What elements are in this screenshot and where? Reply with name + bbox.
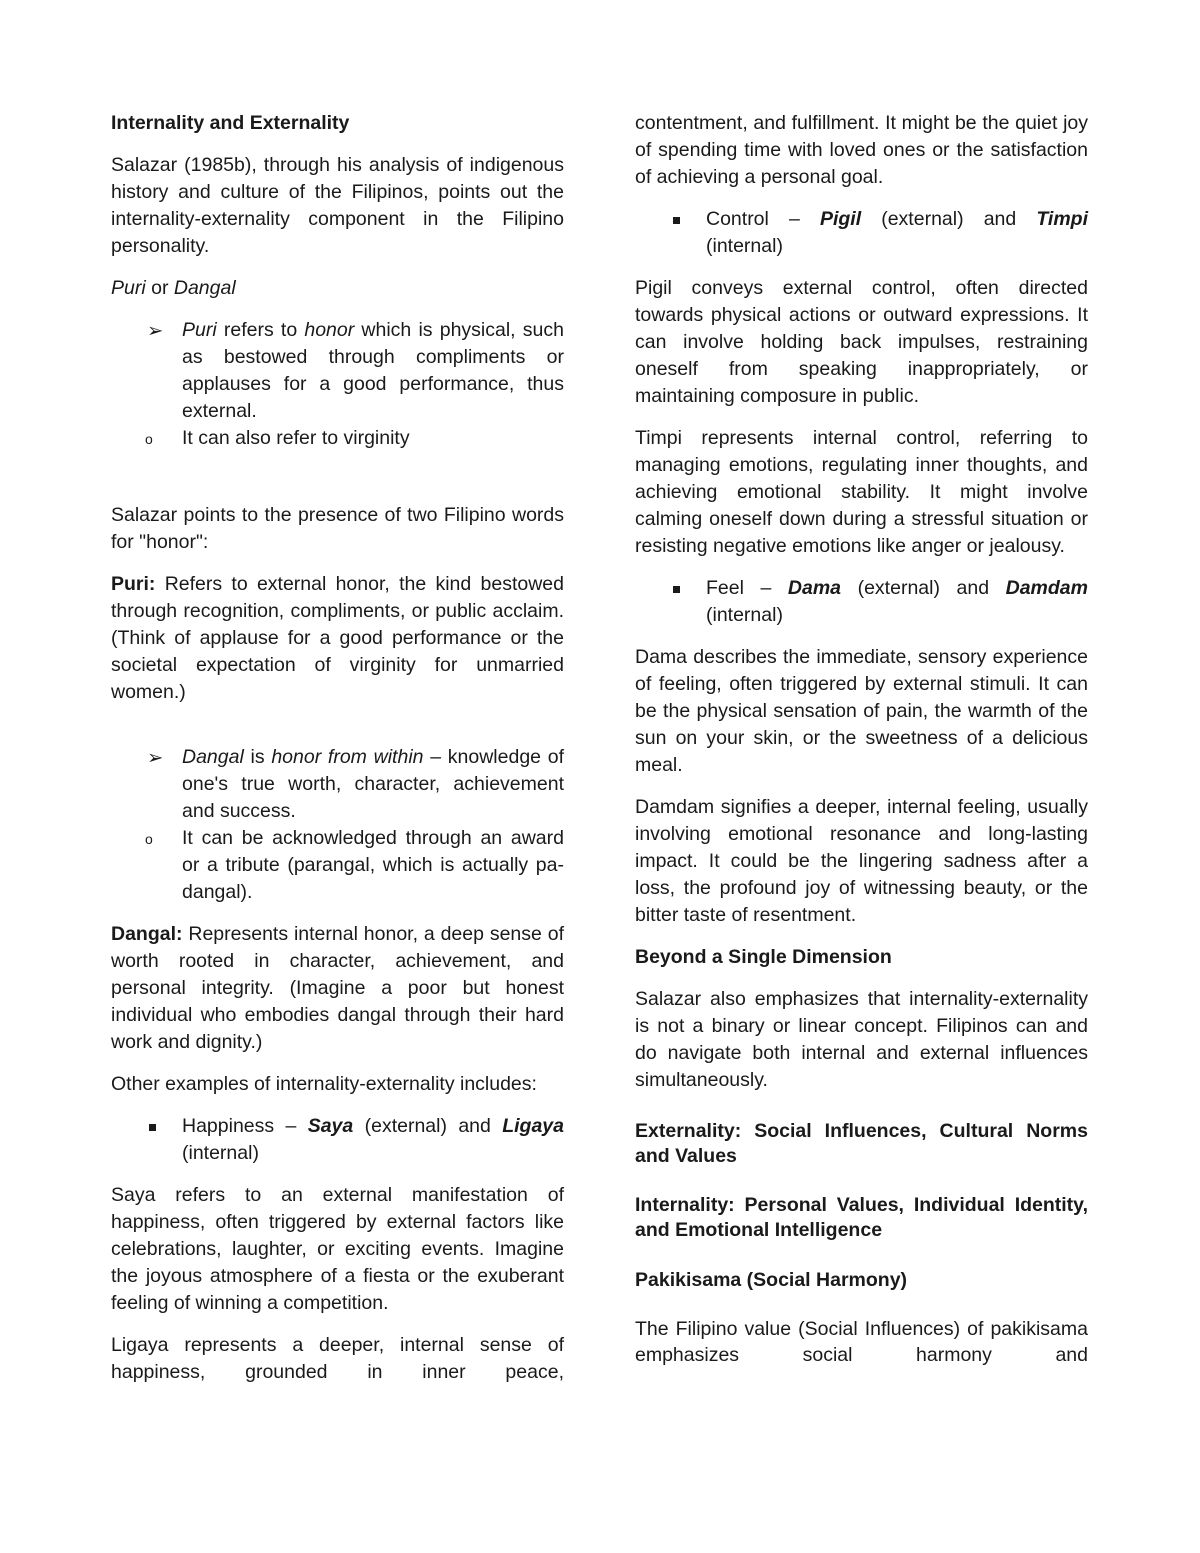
bullet-happiness: Happiness – Saya (external) and Ligaya (internal): [111, 1113, 564, 1167]
intro-paragraph: Salazar (1985b), through his analysis of indigenous history and culture of the Filipinos, points out the internality-externality component in the Filipino personality.: [111, 154, 564, 257]
dama-paragraph: Dama describes the immediate, sensory experience of feeling, often triggered by external stimuli. It can be the physical sensation of pain, the warmth of the sun on your skin, or the sweetness of a delicious meal.: [635, 646, 1088, 776]
square-bullet-icon: [149, 1124, 156, 1131]
damdam-paragraph: Damdam signifies a deeper, internal feeling, usually involving emotional resonance and long-lasting impact. It could be the lingering sadness after a loss, the profound joy of witnessing beauty, or the bitter taste of resentment.: [635, 796, 1088, 926]
section-heading: Internality and Externality: [111, 112, 350, 134]
saya-paragraph: Saya refers to an external manifestation of happiness, often triggered by external factors like celebrations, laughter, or exciting events. Imagine the joyous atmosphere of a fiesta or the exuberant feeling of winning a competition.: [111, 1184, 564, 1314]
beyond-heading: Beyond a Single Dimension: [635, 946, 892, 968]
arrow-bullet-icon: ➢: [147, 320, 164, 342]
bullet-feel: Feel – Dama (external) and Damdam (internal): [635, 575, 1088, 629]
pakikisama-heading: Pakikisama (Social Harmony): [635, 1269, 908, 1291]
arrow-bullet-icon: ➢: [147, 747, 164, 769]
pigil-paragraph: Pigil conveys external control, often directed towards physical actions or outward expressions. It can involve holding back impulses, restraining oneself from speaking inappropriately, or maintaining composure in public.: [635, 277, 1088, 407]
left-column: [111, 110, 564, 1401]
two-words-paragraph: Salazar points to the presence of two Filipino words for "honor":: [111, 504, 564, 553]
ligaya-continued-paragraph: contentment, and fulfillment. It might be the quiet joy of spending time with loved ones or the satisfaction of achieving a personal goal.: [635, 112, 1088, 188]
pakikisama-paragraph: The Filipino value (Social Influences) of pakikisama emphasizes social harmony and: [635, 1318, 1088, 1366]
sub-bullet-parangal: o It can be acknowledged through an award or a tribute (parangal, which is actually pa-dangal).: [145, 827, 564, 903]
sub-bullet-virginity: o It can also refer to virginity: [111, 425, 564, 452]
ligaya-paragraph: Ligaya represents a deeper, internal sense of happiness, grounded in inner peace,: [111, 1334, 564, 1383]
beyond-paragraph: Salazar also emphasizes that internality-externality is not a binary or linear concept. Filipinos can and do navigate both internal and external influences simultaneously.: [635, 988, 1088, 1091]
bullet-control: Control – Pigil (external) and Timpi (internal): [635, 206, 1088, 260]
bullet-dangal: ➢ Dangal is honor from within – knowledge of one's true worth, character, achievement and success.: [147, 746, 564, 822]
puri-definition: Puri: Refers to external honor, the kind bestowed through recognition, compliments, or public acclaim. (Think of applause for a good performance or the societal expectation of virginity for unmarried women.): [111, 573, 564, 703]
externality-heading: Externality: Social Influences, Cultural Norms and Values: [635, 1120, 1088, 1167]
square-bullet-icon: [673, 586, 680, 593]
internality-heading: Internality: Personal Values, Individual Identity, and Emotional Intelligence: [635, 1194, 1088, 1241]
square-bullet-icon: [673, 217, 680, 224]
dangal-definition: Dangal: Represents internal honor, a deep sense of worth rooted in character, achievement, and personal integrity. (Imagine a poor but honest individual who embodies dangal through their hard work and dignity.): [111, 923, 564, 1053]
bullet-puri: ➢ Puri refers to honor which is physical, such as bestowed through compliments or applauses for a good performance, thus external.: [147, 319, 564, 422]
circle-bullet-icon: o: [145, 831, 153, 847]
circle-bullet-icon: o: [145, 431, 153, 447]
right-column: [635, 110, 1088, 1383]
timpi-paragraph: Timpi represents internal control, referring to managing emotions, regulating inner thoughts, and achieving emotional stability. It might involve calming oneself down during a stressful situation or resisting negative emotions like anger or jealousy.: [635, 427, 1088, 557]
other-examples-paragraph: Other examples of internality-externality includes:: [111, 1073, 537, 1095]
puri-or-dangal-line: Puri or Dangal: [111, 277, 236, 299]
